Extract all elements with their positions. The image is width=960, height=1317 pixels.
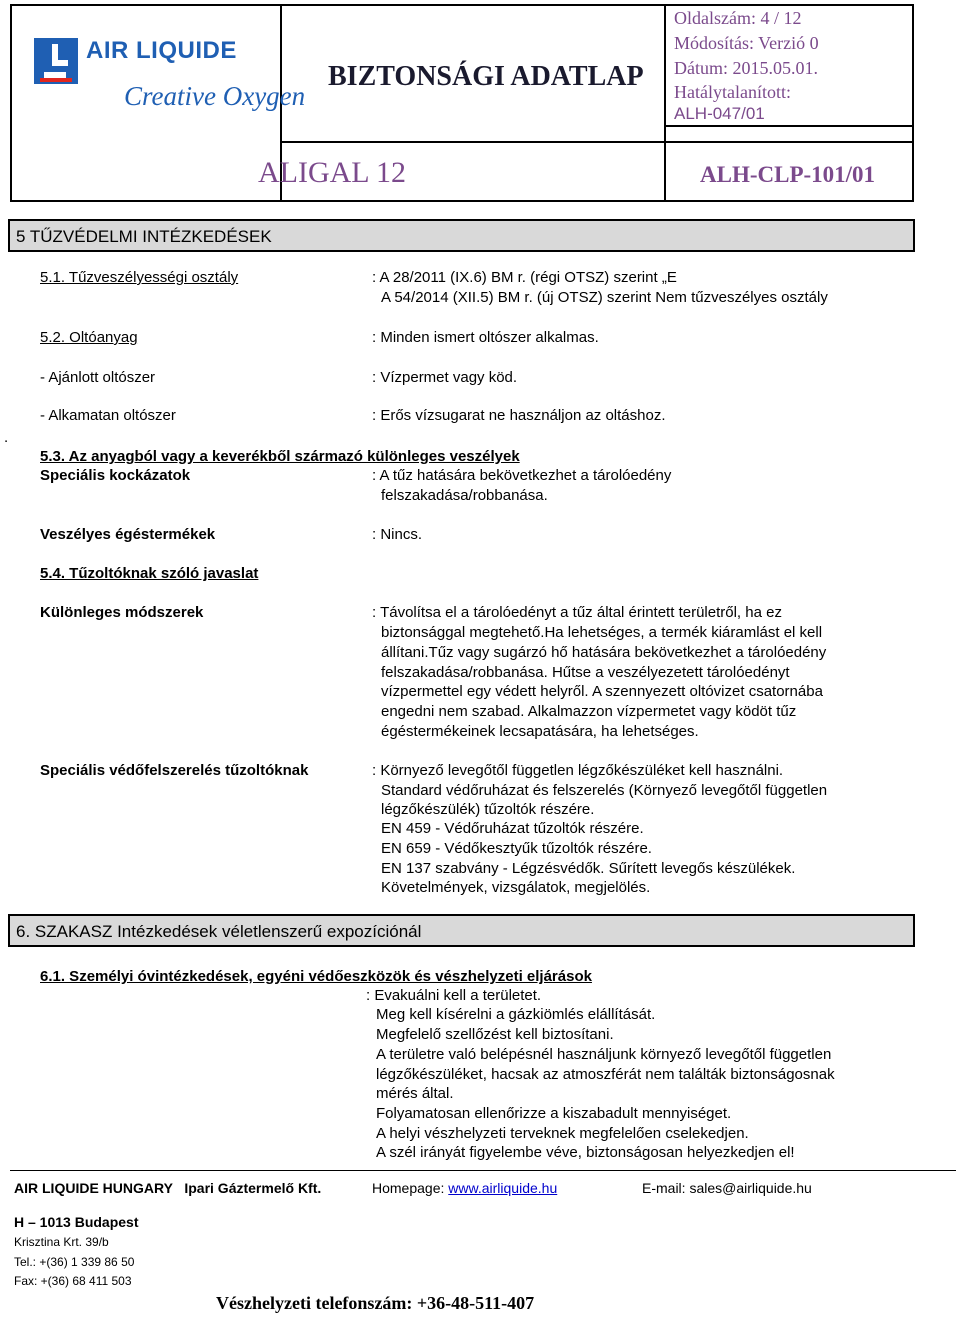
logo-brand-text: AIR LIQUIDE xyxy=(86,37,237,64)
logo-tagline: Creative Oxygen xyxy=(124,81,306,111)
methods-line: állítani.Tűz vagy sugárzó hő hatására bekövetkezhet a tárolóedény xyxy=(381,644,827,661)
footer-street: Krisztina Krt. 39/b xyxy=(14,1235,109,1249)
s61-line: Megfelelő szellőzést kell biztosítani. xyxy=(376,1026,614,1043)
equipment-line: légzőkészülék) tűzoltók részére. xyxy=(381,801,595,818)
section-6-header xyxy=(8,914,915,947)
equipment-line: Követelmények, vizsgálatok, megjelölés. xyxy=(381,879,651,896)
footer-divider xyxy=(10,1170,956,1171)
s61-line: mérés által. xyxy=(376,1085,454,1102)
unsuitable-value: : Erős vízsugarat ne használjon az oltáshoz. xyxy=(372,407,666,424)
s54-title: 5.4. Tűzoltóknak szóló javaslat xyxy=(40,565,259,582)
methods-line: égéstermékeinek lecsapatására, ha lehetséges. xyxy=(381,723,699,740)
equipment-line: Standard védőruházat és felszerelés (Környező levegőtől független xyxy=(381,782,828,799)
methods-line: vízpermettel egy védett helyről. A szennyezett oltóvizet csatornába xyxy=(381,683,823,700)
supersedes-value: ALH-047/01 xyxy=(674,104,765,123)
homepage-label: Homepage: xyxy=(372,1180,445,1196)
section-6-title: 6. SZAKASZ Intézkedések véletlenszerű expozíciónál xyxy=(16,922,422,941)
s51-value-line2: A 54/2014 (XII.5) BM r. (új OTSZ) szerint Nem tűzveszélyes osztály xyxy=(381,289,828,306)
recommended-value: : Vízpermet vagy köd. xyxy=(372,369,518,386)
s51-label: 5.1. Tűzveszélyességi osztály xyxy=(40,269,239,286)
header-divider xyxy=(664,4,666,202)
section-5-header xyxy=(8,219,915,252)
combustion-value: : Nincs. xyxy=(372,526,423,543)
s61-line: Meg kell kísérelni a gázkiömlés elállítását. xyxy=(376,1006,656,1023)
s61-line: légzőkészüléket, hacsak az atmoszférát nem találták biztonságosnak xyxy=(376,1066,835,1083)
header-divider xyxy=(664,125,914,127)
footer-email: E-mail: sales@airliquide.hu xyxy=(642,1180,812,1196)
equipment-line: EN 137 szabvány - Légzésvédők. Sűrített levegős készülékek. xyxy=(381,860,796,877)
section-5-title: 5 TŰZVÉDELMI INTÉZKEDÉSEK xyxy=(16,227,272,246)
combustion-label: Veszélyes égéstermékek xyxy=(40,526,216,543)
footer-tel: Tel.: +(36) 1 339 86 50 xyxy=(14,1255,135,1269)
supersedes-label: Hatálytalanított: xyxy=(674,82,791,102)
s61-title: 6.1. Személyi óvintézkedések, egyéni védőeszközök és vészhelyzeti eljárások xyxy=(40,968,592,985)
s61-line: : Evakuálni kell a területet. xyxy=(366,987,542,1004)
methods-label: Különleges módszerek xyxy=(40,604,204,621)
s61-line: A szél irányát figyelembe véve, biztonságosan helyezkedjen el! xyxy=(376,1144,795,1161)
s51-value-line1: : A 28/2011 (IX.6) BM r. (régi OTSZ) szerint „E xyxy=(372,269,677,286)
s53-title: 5.3. Az anyagból vagy a keverékből származó különleges veszélyek xyxy=(40,448,520,465)
footer-homepage xyxy=(372,1179,557,1197)
equipment-line: EN 459 - Védőruházat tűzoltók részére. xyxy=(381,820,644,837)
equipment-line: : Környező levegőtől független légzőkészüléket kell használni. xyxy=(372,762,784,779)
s61-line: A területre való belépésnél használjunk környező levegőtől független xyxy=(376,1046,832,1063)
page-number: Oldalszám: 4 / 12 xyxy=(674,8,802,28)
equipment-label: Speciális védőfelszerelés tűzoltóknak xyxy=(40,762,309,779)
product-code: ALH-CLP-101/01 xyxy=(700,162,876,187)
s61-line: A helyi vészhelyzeti terveknek megfelelően cselekedjen. xyxy=(376,1125,749,1142)
s52-value: : Minden ismert oltószer alkalmas. xyxy=(372,329,599,346)
recommended-label: - Ajánlott oltószer xyxy=(40,369,156,386)
special-risks-label: Speciális kockázatok xyxy=(40,467,191,484)
methods-line: : Távolítsa el a tárolóedényt a tűz által érintett területről, ha ez xyxy=(372,604,782,621)
header-divider xyxy=(280,141,914,143)
s61-line: Folyamatosan ellenőrizze a kiszabadult mennyiséget. xyxy=(376,1105,732,1122)
footer-company: AIR LIQUIDE HUNGARY Ipari Gáztermelő Kft. xyxy=(14,1180,322,1196)
revision: Módosítás: Verzió 0 xyxy=(674,33,819,53)
homepage-link[interactable]: www.airliquide.hu xyxy=(448,1180,558,1196)
equipment-line: EN 659 - Védőkesztyűk tűzoltók részére. xyxy=(381,840,652,857)
methods-line: felszakadása/robbanása. Hűtse a veszélyezetett tárolóedényt xyxy=(381,664,790,681)
product-name: ALIGAL 12 xyxy=(258,156,407,189)
document-title: BIZTONSÁGI ADATLAP xyxy=(328,61,644,92)
footer-emergency-phone: Vészhelyzeti telefonszám: +36-48-511-407 xyxy=(216,1293,535,1313)
special-risks-line1: : A tűz hatására bekövetkezhet a tárolóedény xyxy=(372,467,672,484)
special-risks-line2: felszakadása/robbanása. xyxy=(381,487,548,504)
date: Dátum: 2015.05.01. xyxy=(674,58,818,78)
footer-fax: Fax: +(36) 68 411 503 xyxy=(14,1274,132,1288)
methods-line: biztonsággal megtehető.Ha lehetséges, a termék kiáramlást el kell xyxy=(381,624,823,641)
methods-line: engedni nem szabad. Alkalmazzon vízpermetet vagy ködöt tűz xyxy=(381,703,797,720)
unsuitable-label: - Alkamatan oltószer xyxy=(40,407,176,424)
s52-label: 5.2. Oltóanyag xyxy=(40,329,138,346)
stray-dot: . xyxy=(4,429,9,446)
footer-city: H – 1013 Budapest xyxy=(14,1214,139,1230)
air-liquide-logo-icon xyxy=(34,38,78,84)
